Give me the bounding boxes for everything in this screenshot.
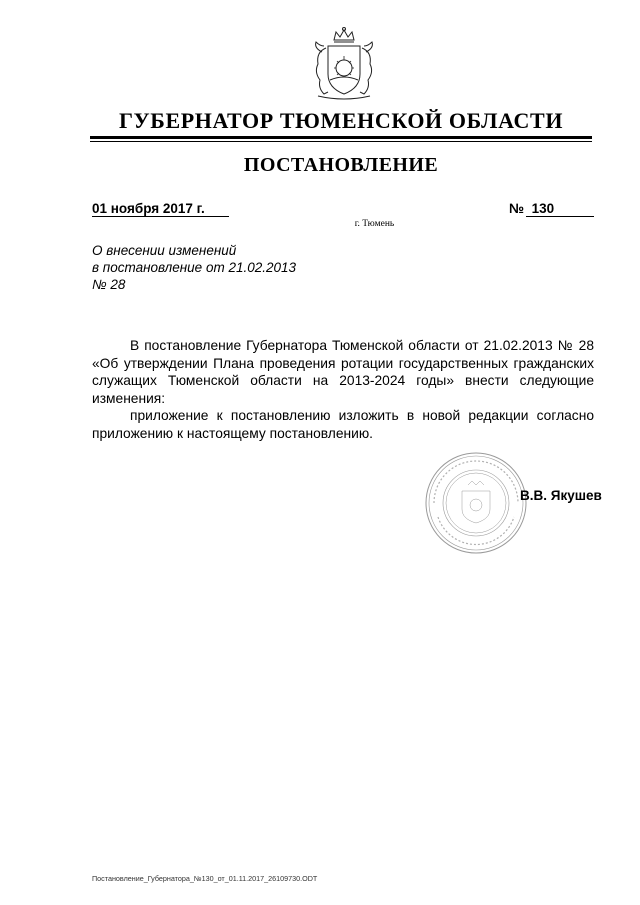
subject-line: в постановление от 21.02.2013 bbox=[92, 260, 297, 275]
document-body bbox=[92, 337, 594, 442]
body-paragraph: приложение к постановлению изложить в новой редакции согласно приложению к настоящему постановлению. bbox=[92, 408, 594, 441]
document-number bbox=[509, 201, 554, 216]
body-paragraph: В постановление Губернатора Тюменской области от 21.02.2013 № 28 «Об утверждении Плана проведения ротации государственных гражданских служащих Тюменской области на 2013-2024 годы» внести следующие изменения: bbox=[92, 338, 594, 406]
signer-name: В.В. Якушев bbox=[520, 488, 602, 503]
document-subject bbox=[92, 242, 296, 293]
header-rule-thick bbox=[90, 136, 592, 139]
subject-line: № 28 bbox=[92, 277, 126, 292]
date-underline bbox=[92, 216, 229, 217]
document-type-title: ПОСТАНОВЛЕНИЕ bbox=[243, 154, 439, 176]
number-value: 130 bbox=[531, 201, 555, 216]
official-seal-icon bbox=[424, 451, 528, 555]
footer-filename: Постановление_Губернатора_№130_от_01.11.2017_26109730.ODT bbox=[92, 874, 318, 883]
subject-line: О внесении изменений bbox=[92, 243, 237, 258]
city-label: г. Тюмень bbox=[354, 219, 395, 229]
document-date: 01 ноября 2017 г. bbox=[92, 201, 205, 216]
header-rule-thin bbox=[90, 141, 592, 142]
number-label: № bbox=[509, 201, 525, 216]
coat-of-arms-icon bbox=[304, 26, 384, 102]
number-underline bbox=[526, 216, 594, 217]
organization-title: ГУБЕРНАТОР ТЮМЕНСКОЙ ОБЛАСТИ bbox=[118, 108, 564, 133]
